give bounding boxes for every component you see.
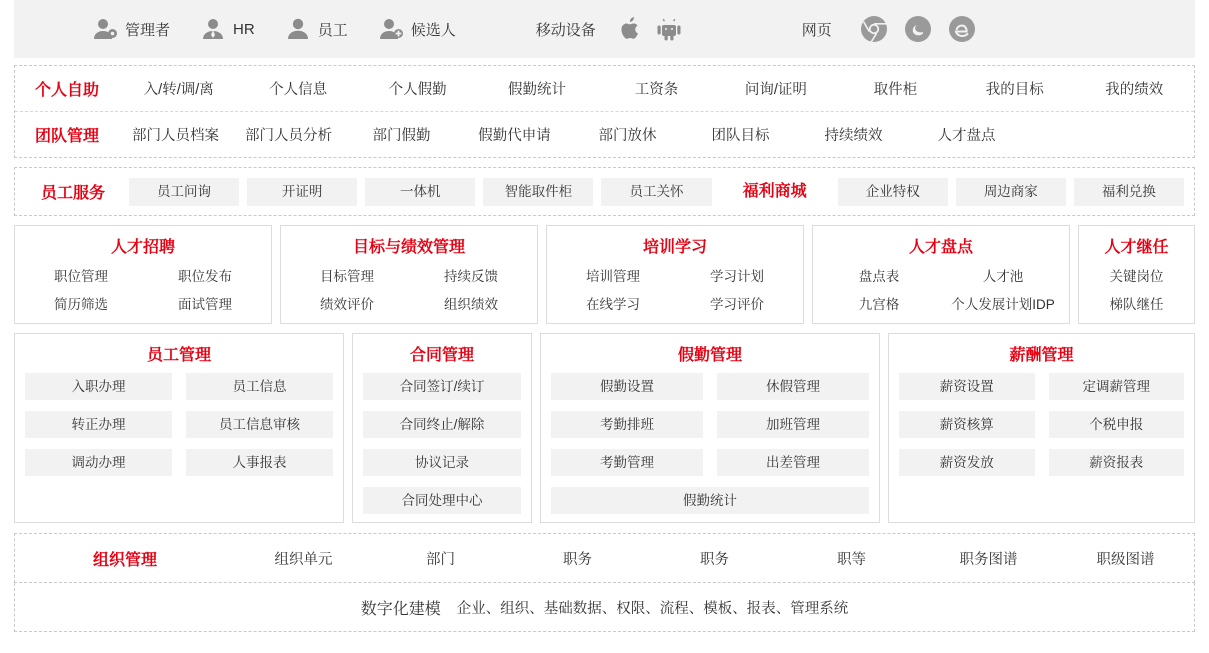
module-item[interactable]: 假勤设置: [551, 373, 703, 400]
module-item[interactable]: 持续反馈: [444, 269, 498, 284]
module-item[interactable]: 定调薪管理: [1049, 373, 1185, 400]
card-title: 员工管理: [146, 347, 211, 364]
card-items: [363, 373, 521, 514]
card-recruitment: [14, 225, 272, 324]
role-candidate[interactable]: [378, 18, 456, 40]
service-item-nearby-merchants[interactable]: 周边商家: [956, 178, 1066, 206]
mobile-group: [536, 17, 682, 41]
card-payroll-management: [888, 333, 1195, 523]
service-item-kiosk[interactable]: 一体机: [365, 178, 475, 206]
module-item[interactable]: 学习评价: [710, 297, 764, 312]
module-item[interactable]: 转正办理: [25, 411, 172, 438]
top-roles-bar: [14, 0, 1195, 58]
module-item-attendance-stats[interactable]: 假勤统计: [551, 487, 869, 514]
nav-item[interactable]: 个人假勤: [388, 82, 447, 98]
nav-item[interactable]: 我的绩效: [1105, 82, 1164, 98]
org-item[interactable]: 职务: [700, 551, 729, 568]
card-title: 人才盘点: [908, 239, 973, 256]
module-item[interactable]: 合同签订/续订: [363, 373, 521, 400]
service-item-care[interactable]: 员工关怀: [601, 178, 711, 206]
module-item[interactable]: 员工信息: [186, 373, 333, 400]
card-title: 人才招聘: [110, 239, 175, 256]
module-item[interactable]: 考勤排班: [551, 411, 703, 438]
module-item[interactable]: 面试管理: [178, 297, 232, 312]
card-items: [25, 265, 261, 313]
team-manage-row: [15, 112, 1194, 157]
module-item[interactable]: 培训管理: [586, 269, 640, 284]
card-goal-performance: [280, 225, 538, 324]
nav-item[interactable]: 假勤统计: [508, 82, 567, 98]
module-item[interactable]: 盘点表: [858, 269, 900, 284]
role-label: HR: [233, 20, 255, 38]
module-item[interactable]: 薪资设置: [899, 373, 1035, 400]
card-items: [899, 373, 1184, 476]
module-item[interactable]: 简历筛选: [54, 297, 108, 312]
module-item[interactable]: 梯队继任: [1109, 297, 1164, 312]
person-tie-icon: [200, 18, 226, 40]
module-item[interactable]: 薪资核算: [899, 411, 1035, 438]
module-item[interactable]: 协议记录: [363, 449, 521, 476]
module-item[interactable]: 关键岗位: [1109, 269, 1164, 284]
module-item[interactable]: 学习计划: [710, 269, 764, 284]
card-succession: [1078, 225, 1195, 324]
module-item[interactable]: 目标管理: [320, 269, 374, 284]
module-item[interactable]: 考勤管理: [551, 449, 703, 476]
service-item-inquiry[interactable]: 员工问询: [129, 178, 239, 206]
nav-item[interactable]: 问询/证明: [744, 82, 807, 98]
nav-item[interactable]: 部门人员档案: [132, 128, 219, 144]
service-item-welfare-redeem[interactable]: 福利兑换: [1074, 178, 1184, 206]
footer-title: 数字化建模: [360, 600, 441, 618]
role-label: 候选人: [410, 21, 456, 39]
role-list: [92, 18, 456, 40]
personal-team-nav: [14, 65, 1195, 158]
web-group: [802, 15, 976, 43]
self-service-row: [15, 66, 1194, 112]
ie-icon[interactable]: [948, 15, 976, 43]
nav-item[interactable]: 部门放休: [598, 128, 657, 144]
module-item[interactable]: 个人发展计划IDP: [951, 297, 1055, 312]
module-item[interactable]: 九宫格: [858, 297, 900, 312]
web-label: 网页: [801, 21, 832, 39]
module-item[interactable]: 在线学习: [586, 297, 640, 312]
module-item[interactable]: 出差管理: [717, 449, 869, 476]
nav-item[interactable]: 取件柜: [873, 82, 918, 98]
module-item[interactable]: 员工信息审核: [186, 411, 333, 438]
role-manager[interactable]: [92, 18, 170, 40]
module-item[interactable]: 职位管理: [54, 269, 108, 284]
card-items: [291, 265, 527, 313]
module-item[interactable]: 调动办理: [25, 449, 172, 476]
module-item[interactable]: 合同终止/解除: [363, 411, 521, 438]
module-item[interactable]: 薪资发放: [899, 449, 1035, 476]
nav-item[interactable]: 部门假勤: [372, 128, 431, 144]
module-item[interactable]: 加班管理: [717, 411, 869, 438]
chrome-icon[interactable]: [860, 15, 888, 43]
service-item-smart-locker[interactable]: 智能取件柜: [483, 178, 593, 206]
org-management-title: 组织管理: [92, 551, 157, 569]
card-items: [1089, 265, 1184, 313]
org-item[interactable]: 职级图谱: [1096, 551, 1155, 568]
card-employee-management: [14, 333, 344, 523]
module-item[interactable]: 绩效评价: [320, 297, 374, 312]
module-item[interactable]: 入职办理: [25, 373, 172, 400]
module-item[interactable]: 个税申报: [1049, 411, 1185, 438]
footer-text: 企业、组织、基础数据、权限、流程、模板、报表、管理系统: [456, 600, 849, 617]
card-attendance-management: [540, 333, 880, 523]
nav-item[interactable]: 我的目标: [985, 82, 1044, 98]
module-item[interactable]: 薪资报表: [1049, 449, 1185, 476]
org-item[interactable]: 职等: [837, 551, 866, 568]
edge-icon[interactable]: [904, 15, 932, 43]
card-talent-review: [812, 225, 1070, 324]
module-row-2: [14, 333, 1195, 523]
apple-icon[interactable]: [620, 17, 642, 41]
nav-item[interactable]: 人才盘点: [937, 128, 996, 144]
card-training: [546, 225, 804, 324]
card-title: 假勤管理: [677, 347, 742, 364]
card-title: 薪酬管理: [1009, 347, 1074, 364]
card-title: 合同管理: [409, 347, 474, 364]
card-title: 目标与绩效管理: [352, 239, 465, 256]
service-item-privilege[interactable]: 企业特权: [838, 178, 948, 206]
nav-item[interactable]: 工资条: [634, 82, 679, 98]
org-management-row: [14, 533, 1195, 583]
card-items: [25, 373, 333, 476]
card-items: [551, 373, 869, 514]
module-item[interactable]: 人才池: [982, 269, 1024, 284]
employee-service-title: 员工服务: [40, 185, 105, 202]
module-item[interactable]: 休假管理: [717, 373, 869, 400]
org-item[interactable]: 职务图谱: [959, 551, 1018, 568]
module-item[interactable]: 人事报表: [186, 449, 333, 476]
card-title: 培训学习: [642, 239, 707, 256]
module-item[interactable]: 组织绩效: [444, 297, 498, 312]
person-icon: [285, 18, 311, 40]
nav-item[interactable]: 假勤代申请: [478, 128, 551, 144]
card-title: 人才继任: [1104, 239, 1169, 256]
module-item[interactable]: 职位发布: [178, 269, 232, 284]
card-items: [557, 265, 793, 313]
person-plus-icon: [378, 18, 404, 40]
nav-item[interactable]: 持续绩效: [824, 128, 883, 144]
role-hr[interactable]: [200, 18, 255, 40]
role-employee[interactable]: [285, 18, 348, 40]
service-item-certificate[interactable]: 开证明: [247, 178, 357, 206]
self-service-title: 个人自助: [34, 82, 99, 99]
nav-item[interactable]: 入/转/调/离: [143, 82, 214, 98]
nav-item[interactable]: 团队目标: [711, 128, 770, 144]
org-item[interactable]: 职务: [563, 551, 592, 568]
android-icon[interactable]: [656, 17, 682, 41]
role-label: 管理者: [125, 21, 171, 39]
org-item[interactable]: 部门: [426, 551, 455, 568]
footer-row: [14, 583, 1195, 632]
service-item-welfare-mall[interactable]: 福利商城: [742, 182, 807, 200]
nav-item[interactable]: 个人信息: [269, 82, 328, 98]
module-item[interactable]: 合同处理中心: [363, 487, 521, 514]
card-contract-management: [352, 333, 532, 523]
mobile-label: 移动设备: [535, 21, 596, 39]
org-item[interactable]: 组织单元: [274, 551, 333, 568]
team-manage-title: 团队管理: [34, 128, 99, 145]
employee-service-row: [14, 167, 1195, 216]
module-row-1: [14, 225, 1195, 324]
role-label: 员工: [317, 21, 348, 39]
card-items: [823, 265, 1059, 313]
nav-item[interactable]: 部门人员分析: [245, 128, 332, 144]
person-gear-icon: [92, 18, 118, 40]
